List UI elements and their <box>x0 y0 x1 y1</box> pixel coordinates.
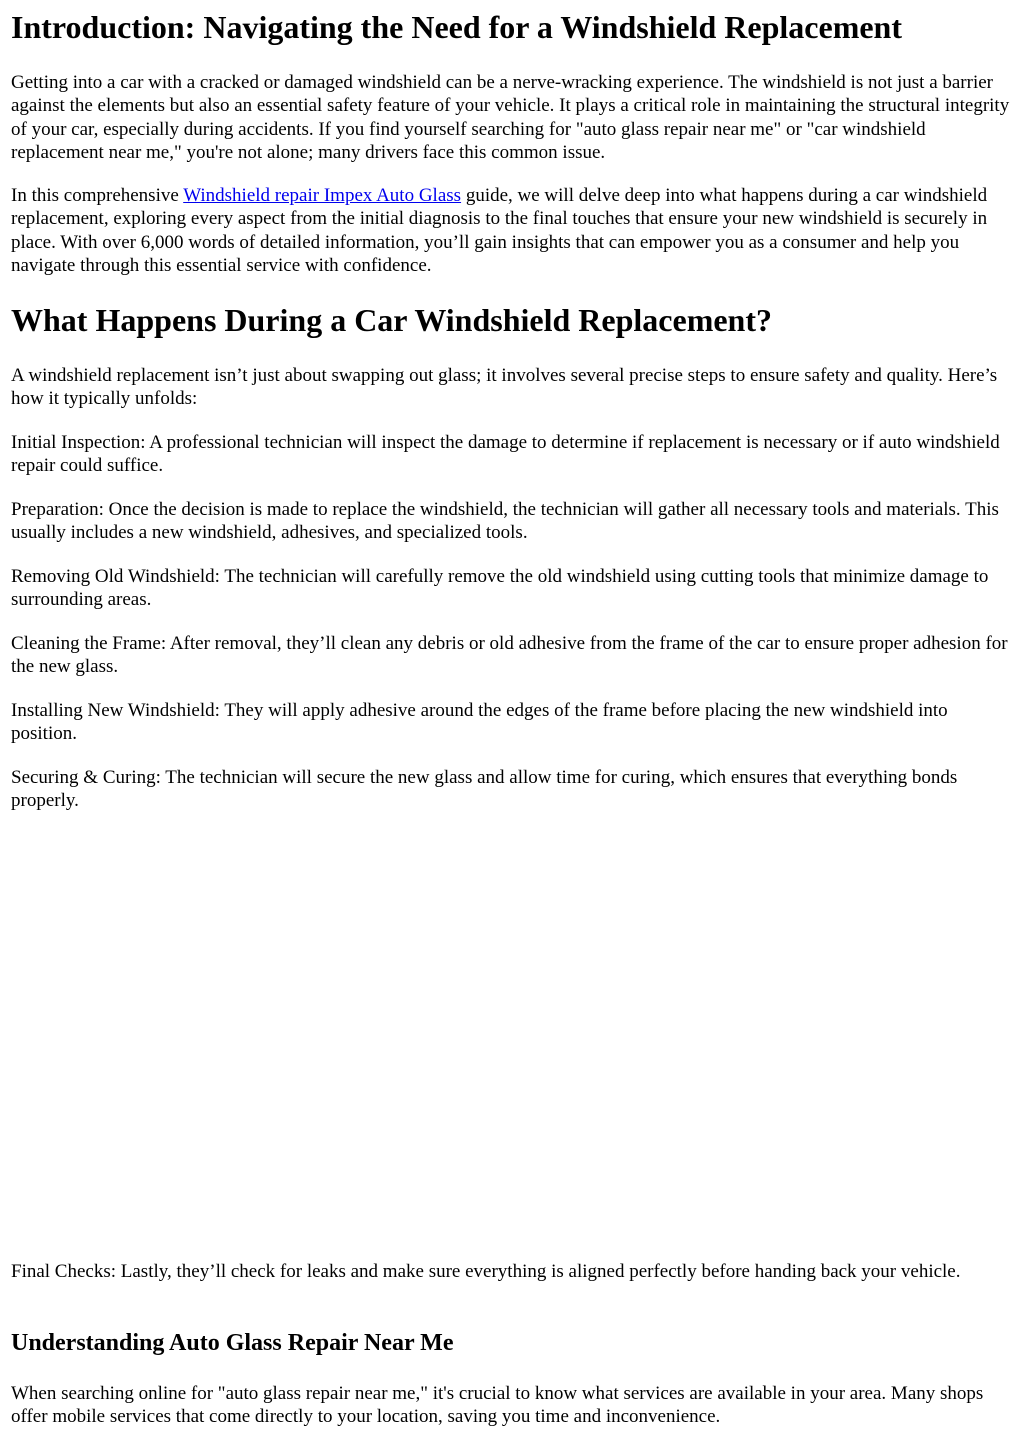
understanding-heading: Understanding Auto Glass Repair Near Me <box>11 1330 454 1356</box>
understanding-paragraph: When searching online for "auto glass repair near me," it's crucial to know what services are available in your area. Many shops offer mobile services that come directly to your location, saving you time and inconvenience. <box>11 1383 984 1428</box>
intro-guide-text-start: In this comprehensive <box>11 185 184 206</box>
intro-guide-paragraph <box>11 184 1014 277</box>
step-removing-old-windshield: Removing Old Windshield: The technician will carefully remove the old windshield using cutting tools that minimize damage to surrounding areas. <box>11 566 989 611</box>
step-preparation: Preparation: Once the decision is made to replace the windshield, the technician will gather all necessary tools and materials. This usually includes a new windshield, adhesives, and specialized tools. <box>11 499 999 544</box>
intro-heading: Introduction: Navigating the Need for a Windshield Replacement <box>11 9 902 45</box>
impex-auto-glass-link[interactable]: Windshield repair Impex Auto Glass <box>183 185 462 206</box>
step-installing-new-windshield: Installing New Windshield: They will apply adhesive around the edges of the frame before placing the new windshield into position. <box>11 700 948 745</box>
step-securing-curing: Securing & Curing: The technician will secure the new glass and allow time for curing, which ensures that everything bonds properly. <box>11 767 958 812</box>
what-happens-intro-paragraph: A windshield replacement isn’t just about swapping out glass; it involves several precise steps to ensure safety and quality. Here’s how it typically unfolds: <box>11 365 998 410</box>
intro-guide-text-end: guide, we will delve deep into what happens during a car windshield replacement, exploring every aspect from the initial diagnosis to the final touches that ensure your new windshield is securely in place. With over 6,000 words of detailed information, you’ll gain insights that can empower you as a consumer and help you navigate through this essential service with confidence. <box>11 185 988 276</box>
step-final-checks: Final Checks: Lastly, they’ll check for leaks and make sure everything is aligned perfectly before handing back your vehicle. <box>11 1261 961 1282</box>
step-cleaning-frame: Cleaning the Frame: After removal, they’ll clean any debris or old adhesive from the frame of the car to ensure proper adhesion for the new glass. <box>11 633 1008 678</box>
what-happens-heading: What Happens During a Car Windshield Replacement? <box>11 302 772 338</box>
step-initial-inspection: Initial Inspection: A professional technician will inspect the damage to determine if replacement is necessary or if auto windshield repair could suffice. <box>11 432 1000 477</box>
intro-paragraph: Getting into a car with a cracked or damaged windshield can be a nerve-wracking experience. The windshield is not just a barrier against the elements but also an essential safety feature of your vehicle. It plays a critical role in maintaining the structural integrity of your car, especially during accidents. If you find yourself searching for "auto glass repair near me" or "car windshield replacement near me," you're not alone; many drivers face this common issue. <box>11 72 1010 163</box>
